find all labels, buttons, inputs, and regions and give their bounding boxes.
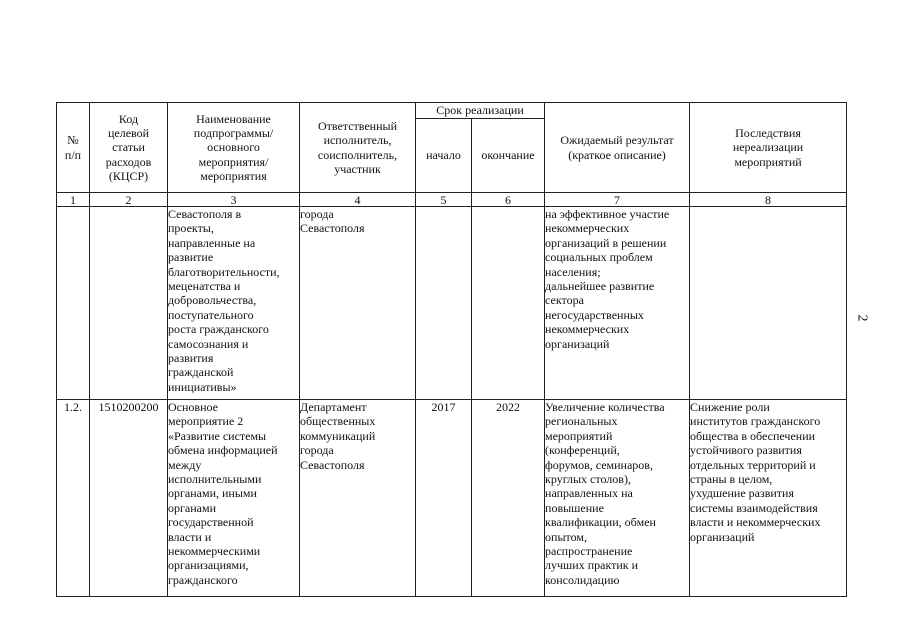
text-line: гражданского <box>168 572 238 587</box>
text-line: мероприятия/ <box>198 154 269 169</box>
text-line: основного <box>207 140 260 155</box>
text-line: Код <box>118 111 139 126</box>
text-line: Увеличение количества <box>545 400 665 414</box>
text-line: меценатства и <box>168 278 241 293</box>
text-line: организаций <box>545 336 610 351</box>
text-line: подпрограммы/ <box>193 125 274 140</box>
row-result <box>545 207 690 400</box>
column-number: 5 <box>416 193 472 207</box>
text-line: круглых столов), <box>545 471 631 486</box>
text-line: № <box>67 133 79 148</box>
text-line: добровольчества, <box>168 293 257 308</box>
text-line: мероприятий <box>734 154 802 169</box>
text-line: органами, иными <box>168 486 257 501</box>
row-consequences <box>690 207 847 400</box>
text-line: Ожидаемый результат <box>560 133 674 148</box>
text-line: инициативы» <box>168 379 237 394</box>
table-row <box>57 207 847 400</box>
text-line: ухудшение развития <box>690 486 794 501</box>
text-line: проекты, <box>168 221 214 236</box>
header-end: окончание <box>472 119 545 193</box>
text-line: города <box>300 207 334 221</box>
text-line: Департамент <box>300 400 367 414</box>
text-line: общественных <box>300 414 376 429</box>
text-line: поступательного <box>168 307 254 322</box>
text-line: населения; <box>545 264 601 279</box>
row-end <box>472 207 545 400</box>
text-line: благотворительности, <box>168 264 280 279</box>
text-line: направленных на <box>545 486 633 501</box>
text-line: (конференций, <box>545 443 620 458</box>
text-line: соисполнитель, <box>317 147 398 162</box>
row-name <box>168 400 300 597</box>
row-start: 2017 <box>416 400 472 597</box>
page-number: 2 <box>854 314 870 322</box>
text-line: статьи <box>112 140 145 155</box>
column-number: 8 <box>690 193 847 207</box>
text-line: власти и некоммерческих <box>690 515 821 530</box>
column-number: 3 <box>168 193 300 207</box>
row-executor <box>300 207 416 400</box>
text-line: устойчивого развития <box>690 443 802 458</box>
text-line: роста гражданского <box>168 322 269 337</box>
header-period: Срок реализации <box>416 103 545 119</box>
header-start: начало <box>416 119 472 193</box>
text-line: между <box>168 457 202 472</box>
text-line: некоммерческих <box>545 221 630 236</box>
column-number: 7 <box>545 193 690 207</box>
text-line: развитие <box>168 250 214 265</box>
text-line: Севастополя <box>300 221 365 236</box>
text-line: п/п <box>64 147 82 162</box>
row-code: 1510200200 <box>90 400 168 597</box>
text-line: организаций <box>690 529 755 544</box>
header-name <box>168 103 300 193</box>
text-line: города <box>300 443 334 458</box>
text-line: негосударственных <box>545 307 644 322</box>
text-line: форумов, семинаров, <box>545 457 653 472</box>
text-line: нереализации <box>732 140 804 155</box>
program-activities-table <box>56 102 847 597</box>
row-end: 2022 <box>472 400 545 597</box>
text-line: исполнитель, <box>323 133 392 148</box>
text-line: дальнейшее развитие <box>545 278 655 293</box>
row-name <box>168 207 300 400</box>
text-line: страны в целом, <box>690 471 773 486</box>
text-line: Последствия <box>735 125 801 140</box>
text-line: участник <box>334 161 381 176</box>
text-line: на эффективное участие <box>545 207 670 221</box>
text-line: отдельных территорий и <box>690 457 816 472</box>
column-number: 1 <box>57 193 90 207</box>
text-line: гражданской <box>168 365 234 380</box>
text-line: (краткое описание) <box>568 147 666 162</box>
text-line: региональных <box>545 414 618 429</box>
row-code <box>90 207 168 400</box>
header-code <box>90 103 168 193</box>
text-line: организациями, <box>168 558 249 573</box>
row-executor <box>300 400 416 597</box>
row-number <box>57 207 90 400</box>
text-line: целевой <box>107 125 150 140</box>
text-line: «Развитие системы <box>168 428 267 443</box>
text-line: мероприятий <box>545 428 613 443</box>
text-line: исполнительными <box>168 471 262 486</box>
text-line: организаций в решении <box>545 235 667 250</box>
text-line: расходов <box>105 154 152 169</box>
text-line: некоммерческими <box>168 543 261 558</box>
text-line: Снижение роли <box>690 400 770 414</box>
column-number: 4 <box>300 193 416 207</box>
text-line: мероприятие 2 <box>168 414 244 429</box>
text-line: некоммерческих <box>545 322 630 337</box>
header-consequences <box>690 103 847 193</box>
text-line: опытом, <box>545 529 587 544</box>
text-line: квалификации, обмен <box>545 515 656 530</box>
column-numbers-row <box>57 193 847 207</box>
text-line: органами <box>168 500 217 515</box>
row-number: 1.2. <box>57 400 90 597</box>
text-line: сектора <box>545 293 584 308</box>
text-line: обмена информацией <box>168 443 278 458</box>
text-line: распространение <box>545 543 633 558</box>
text-line: повышение <box>545 500 604 515</box>
text-line: общества в обеспечении <box>690 428 816 443</box>
header-result <box>545 103 690 193</box>
text-line: Основное <box>168 400 218 414</box>
text-line: направленные на <box>168 235 256 250</box>
text-line: институтов гражданского <box>690 414 821 429</box>
text-line: мероприятия <box>200 169 267 184</box>
text-line: социальных проблем <box>545 250 653 265</box>
text-line: самосознания и <box>168 336 249 351</box>
column-number: 6 <box>472 193 545 207</box>
column-number: 2 <box>90 193 168 207</box>
text-line: консолидацию <box>545 572 620 587</box>
text-line: (КЦСР) <box>108 169 149 184</box>
row-result <box>545 400 690 597</box>
text-line: власти и <box>168 529 212 544</box>
text-line: коммуникаций <box>300 428 376 443</box>
header-executor <box>300 103 416 193</box>
text-line: Севастополя в <box>168 207 242 221</box>
header-number <box>57 103 90 193</box>
row-consequences <box>690 400 847 597</box>
row-start <box>416 207 472 400</box>
text-line: Севастополя <box>300 457 365 472</box>
table-row <box>57 400 847 597</box>
text-line: Ответственный <box>317 118 398 133</box>
text-line: лучших практик и <box>545 558 639 573</box>
text-line: системы взаимодействия <box>690 500 818 515</box>
text-line: Наименование <box>196 111 271 126</box>
text-line: государственной <box>168 515 254 530</box>
text-line: развития <box>168 350 214 365</box>
